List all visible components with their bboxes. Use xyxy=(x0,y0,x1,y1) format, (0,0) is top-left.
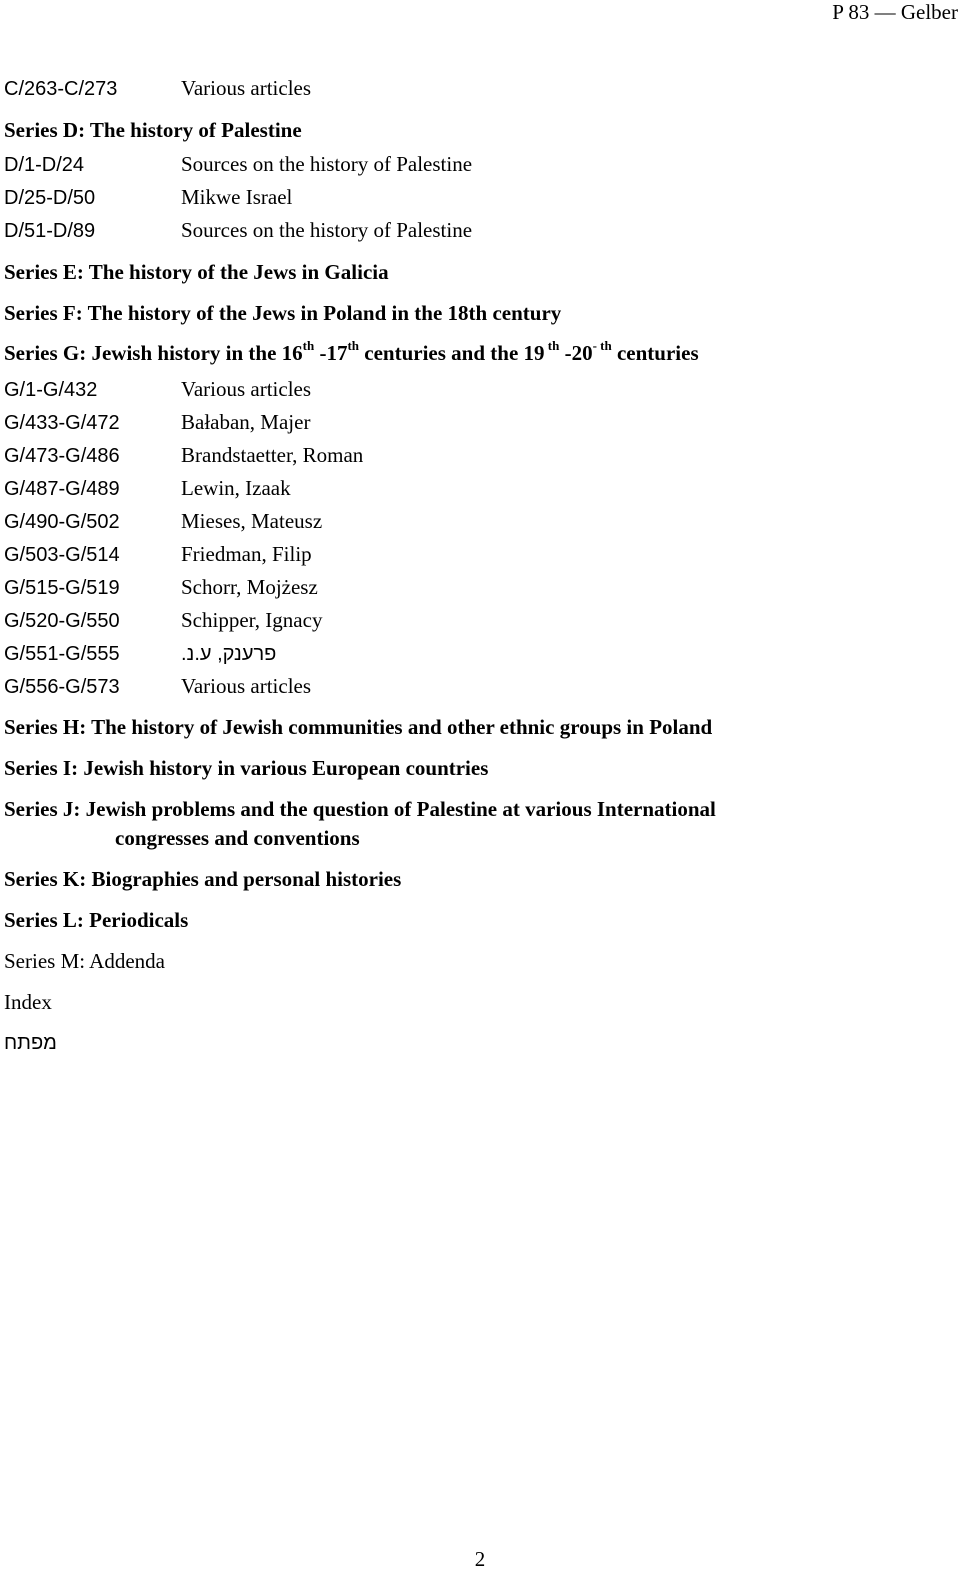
series-g-title-part: -20 xyxy=(559,341,593,365)
series-i-heading: Series I: Jewish history in various European countries xyxy=(4,756,489,780)
series-g-title-part: centuries and the 19 xyxy=(359,341,545,365)
row-desc: Schipper, Ignacy xyxy=(181,608,323,632)
page-number: 2 xyxy=(474,1547,486,1571)
series-g-row xyxy=(4,544,312,565)
row-code: D/25-D/50 xyxy=(4,187,96,209)
row-code: G/433-G/472 xyxy=(4,412,120,434)
row-code: G/515-G/519 xyxy=(4,577,120,599)
row-code: D/51-D/89 xyxy=(4,220,96,242)
series-g-title-part: Series G: Jewish history in the 16 xyxy=(4,341,303,365)
row-code: G/490-G/502 xyxy=(4,511,120,533)
row-desc: Various articles xyxy=(181,674,312,698)
row-code: G/556-G/573 xyxy=(4,676,120,698)
superscript: th xyxy=(544,338,560,353)
row-code: G/487-G/489 xyxy=(4,478,120,500)
series-g-row xyxy=(4,511,322,532)
row-desc-hebrew: פרענק, ע.נ. xyxy=(181,643,277,665)
series-k-heading: Series K: Biographies and personal histories xyxy=(4,867,402,891)
series-g-row xyxy=(4,643,276,664)
page-header: P 83 — Gelber xyxy=(832,0,958,24)
series-d-row xyxy=(4,220,472,241)
c-range-row xyxy=(4,78,311,99)
row-desc: Various articles xyxy=(181,377,312,401)
series-d-row xyxy=(4,154,472,175)
series-d-row xyxy=(4,187,292,208)
row-desc: Various articles xyxy=(181,76,312,100)
index-label: Index xyxy=(4,990,52,1014)
series-f-heading: Series F: The history of the Jews in Poland in the 18th century xyxy=(4,301,562,325)
row-code: D/1-D/24 xyxy=(4,154,85,176)
row-code: G/503-G/514 xyxy=(4,544,120,566)
row-desc: Lewin, Izaak xyxy=(181,476,291,500)
series-h-heading: Series H: The history of Jewish communities and other ethnic groups in Poland xyxy=(4,715,713,739)
series-g-row xyxy=(4,577,318,598)
row-desc: Bałaban, Majer xyxy=(181,410,311,434)
series-e-heading: Series E: The history of the Jews in Galicia xyxy=(4,260,389,284)
series-g-row xyxy=(4,676,311,697)
series-j-heading-continued: congresses and conventions xyxy=(115,826,360,850)
superscript: - th xyxy=(592,338,612,353)
row-code: G/1-G/432 xyxy=(4,379,98,401)
row-desc: Sources on the history of Palestine xyxy=(181,218,473,242)
series-g-row xyxy=(4,610,322,631)
series-g-row xyxy=(4,478,291,499)
row-desc: Brandstaetter, Roman xyxy=(181,443,364,467)
row-code: G/551-G/555 xyxy=(4,643,120,665)
series-l-heading: Series L: Periodicals xyxy=(4,908,189,932)
series-g-row xyxy=(4,445,363,466)
row-desc: Mikwe Israel xyxy=(181,185,293,209)
row-desc: Sources on the history of Palestine xyxy=(181,152,473,176)
series-j-heading: Series J: Jewish problems and the question of Palestine at various International xyxy=(4,797,716,821)
index-hebrew-label: מפתח xyxy=(4,1032,57,1054)
superscript: th xyxy=(302,338,315,353)
series-m-heading: Series M: Addenda xyxy=(4,949,165,973)
row-code: C/263-C/273 xyxy=(4,78,118,100)
row-code: G/520-G/550 xyxy=(4,610,120,632)
superscript: th xyxy=(347,338,360,353)
row-desc: Schorr, Mojżesz xyxy=(181,575,318,599)
series-g-heading xyxy=(4,338,699,365)
series-d-heading: Series D: The history of Palestine xyxy=(4,118,302,142)
series-g-title-part: centuries xyxy=(611,341,699,365)
series-g-row xyxy=(4,412,310,433)
series-g-title-part: -17 xyxy=(314,341,348,365)
row-code: G/473-G/486 xyxy=(4,445,120,467)
series-g-row xyxy=(4,379,311,400)
row-desc: Friedman, Filip xyxy=(181,542,312,566)
row-desc: Mieses, Mateusz xyxy=(181,509,323,533)
